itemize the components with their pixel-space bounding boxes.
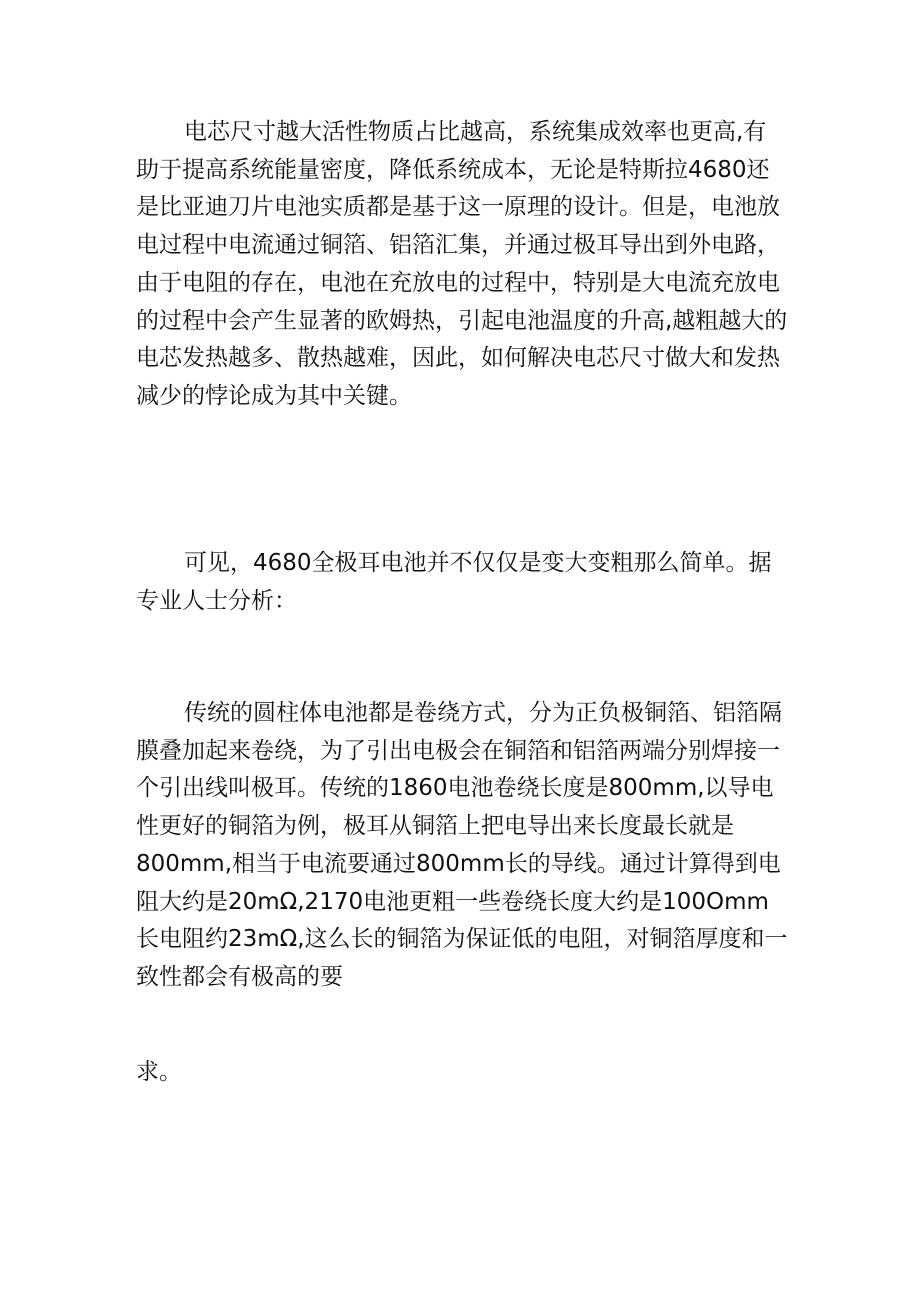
- text-line: 长电阻约23mΩ,这么长的铜箔为保证低的电阻，对铜箔厚度和一: [136, 926, 788, 952]
- text-line: 的过程中会产生显著的欧姆热，引起电池温度的升高,越粗越大的: [136, 308, 788, 334]
- text-line: 电芯发热越多、散热越难，因此，如何解决电芯尺寸做大和发热: [136, 345, 780, 371]
- text-line: 传统的圆柱体电池都是卷绕方式，分为正负极铜箔、铝箔隔: [184, 700, 782, 726]
- text-line: 性更好的铜箔为例，极耳从铜箔上把电导出来长度最长就是: [136, 813, 734, 839]
- text-line: 致性都会有极高的要: [136, 964, 343, 990]
- text-line: 助于提高系统能量密度，降低系统成本，无论是特斯拉4680还: [136, 157, 770, 183]
- text-line: 是比亚迪刀片电池实质都是基于这一原理的设计。但是，电池放: [136, 194, 780, 220]
- text-line: 专业人士分析：: [136, 588, 297, 614]
- text-line: 个引出线叫极耳。传统的1860电池卷绕长度是800mm,以导电: [136, 775, 774, 801]
- text-line: 减少的悖论成为其中关键。: [136, 383, 412, 409]
- text-line: 电过程中电流通过铜箔、铝箔汇集，并通过极耳导出到外电路，: [136, 232, 780, 258]
- text-line: 由于电阻的存在，电池在充放电的过程中，特别是大电流充放电: [136, 270, 780, 296]
- text-line: 阻大约是20mΩ,2170电池更粗一些卷绕长度大约是100Omm: [136, 889, 769, 915]
- text-line: 电芯尺寸越大活性物质占比越高，系统集成效率也更高,有: [184, 119, 767, 145]
- text-line: 可见，4680全极耳电池并不仅仅是变大变粗那么简单。据: [184, 550, 772, 576]
- text-line: 膜叠加起来卷绕，为了引出电极会在铜箔和铝箔两端分别焊接一: [136, 738, 780, 764]
- text-line: 800mm,相当于电流要通过800mm长的导线。通过计算得到电: [136, 851, 781, 877]
- text-line: 求。: [136, 1059, 182, 1085]
